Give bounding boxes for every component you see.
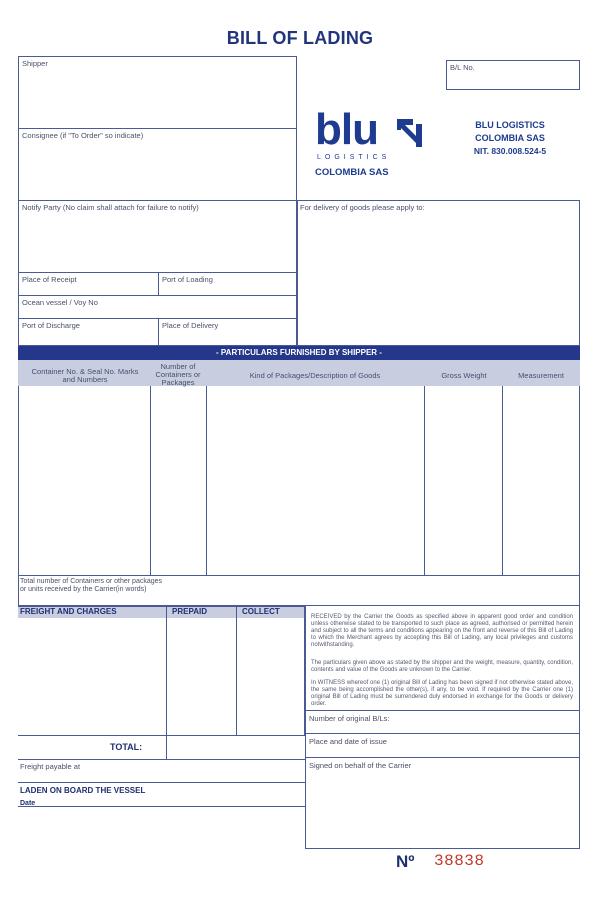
col-measurement-header: Measurement bbox=[518, 371, 564, 380]
col-container-header: Container No. & Seal No. Marks and Numbers bbox=[31, 367, 139, 384]
company-name-line1: BLU LOGISTICS bbox=[475, 120, 545, 130]
divider bbox=[305, 757, 580, 758]
document-title: BILL OF LADING bbox=[226, 28, 374, 48]
divider bbox=[305, 710, 580, 711]
company-logo bbox=[313, 105, 433, 184]
divider bbox=[158, 272, 159, 295]
divider bbox=[18, 782, 305, 783]
divider bbox=[18, 200, 297, 201]
received-terms-text: RECEIVED by the Carrier the Goods as specified above in apparent good order and condition unless otherwise stated to be transported to such place as agreed, authorised or permitted herein and subject to all the terms and conditions appearing on the front and reverse of this Bill of Lading to which the Merchant agrees by accepting this Bill of Lading, any local privileges and customs notwithstanding. bbox=[311, 614, 573, 648]
total-containers-label: Total number of Containers or other packages or units received by the Carrier(in words) bbox=[20, 578, 163, 593]
freight-table bbox=[18, 606, 305, 736]
company-name-line2: COLOMBIA SAS bbox=[475, 133, 545, 143]
divider bbox=[305, 733, 580, 734]
place-date-issue-label: Place and date of issue bbox=[309, 737, 387, 746]
logo-country: COLOMBIA SAS bbox=[315, 167, 389, 178]
serial-number-value: 38838 bbox=[434, 852, 485, 870]
serial-number-prefix: Nº bbox=[396, 852, 415, 871]
total-label: TOTAL: bbox=[110, 742, 143, 752]
logo-sub: LOGISTICS bbox=[317, 154, 391, 161]
freight-charges-label: FREIGHT AND CHARGES bbox=[20, 607, 117, 616]
col-divider bbox=[502, 386, 503, 576]
particulars-terms-text: The particulars given above as stated by the shipper and the weight, measure, quantity, condition, contents and value of the Goods are unknown to the Carrier. bbox=[311, 660, 573, 673]
bl-number-label: B/L No. bbox=[450, 63, 475, 72]
port-of-loading-label: Port of Loading bbox=[162, 275, 213, 284]
col-packages-header: Number of Containers or Packages bbox=[155, 362, 201, 387]
witness-terms-text: In WITNESS whereof one (1) original Bill of Lading has been signed if not otherwise stated above, the same being accomplished the other(s), if any, to be void. If required by the Carrier one (1) original Bill of Lading must be surrendered duly endorsed in exchange for the Goods or delivery order. bbox=[311, 680, 573, 707]
particulars-band: - PARTICULARS FURNISHED BY SHIPPER - bbox=[18, 346, 580, 360]
col-divider bbox=[150, 386, 151, 576]
delivery-agent-label: For delivery of goods please apply to: bbox=[300, 203, 425, 212]
logo-arrow-icon bbox=[391, 116, 425, 150]
place-of-receipt-label: Place of Receipt bbox=[22, 275, 77, 284]
shipper-label: Shipper bbox=[22, 59, 48, 68]
col-divider bbox=[206, 386, 207, 576]
notify-party-label: Notify Party (No claim shall attach for failure to notify) bbox=[22, 203, 199, 212]
date-label: Date bbox=[20, 800, 36, 807]
collect-label: COLLECT bbox=[242, 607, 280, 616]
place-of-delivery-label: Place of Delivery bbox=[162, 321, 219, 330]
delivery-agent-box bbox=[297, 200, 580, 346]
consignee-label: Consignee (if "To Order" so indicate) bbox=[22, 131, 144, 140]
prepaid-label: PREPAID bbox=[172, 607, 207, 616]
laden-on-board-label: LADEN ON BOARD THE VESSEL bbox=[20, 786, 146, 795]
col-description-header: Kind of Packages/Description of Goods bbox=[249, 371, 381, 380]
divider bbox=[18, 295, 297, 296]
ocean-vessel-label: Ocean vessel / Voy No bbox=[22, 298, 98, 307]
col-divider bbox=[424, 386, 425, 576]
original-bls-label: Number of original B/Ls: bbox=[309, 714, 390, 723]
col-gross-weight-header: Gross Weight bbox=[441, 371, 487, 380]
company-nit: NIT. 830.008.524-5 bbox=[473, 146, 547, 156]
goods-table-body bbox=[18, 386, 580, 576]
divider bbox=[18, 128, 297, 129]
col-divider bbox=[166, 606, 167, 759]
port-of-discharge-label: Port of Discharge bbox=[22, 321, 80, 330]
divider bbox=[18, 759, 305, 760]
logo-wordmark: blu bbox=[315, 105, 378, 154]
freight-payable-label: Freight payable at bbox=[20, 762, 81, 771]
divider bbox=[18, 806, 305, 807]
divider bbox=[158, 318, 159, 346]
col-divider bbox=[236, 606, 237, 736]
signed-on-behalf-label: Signed on behalf of the Carrier bbox=[309, 761, 412, 770]
